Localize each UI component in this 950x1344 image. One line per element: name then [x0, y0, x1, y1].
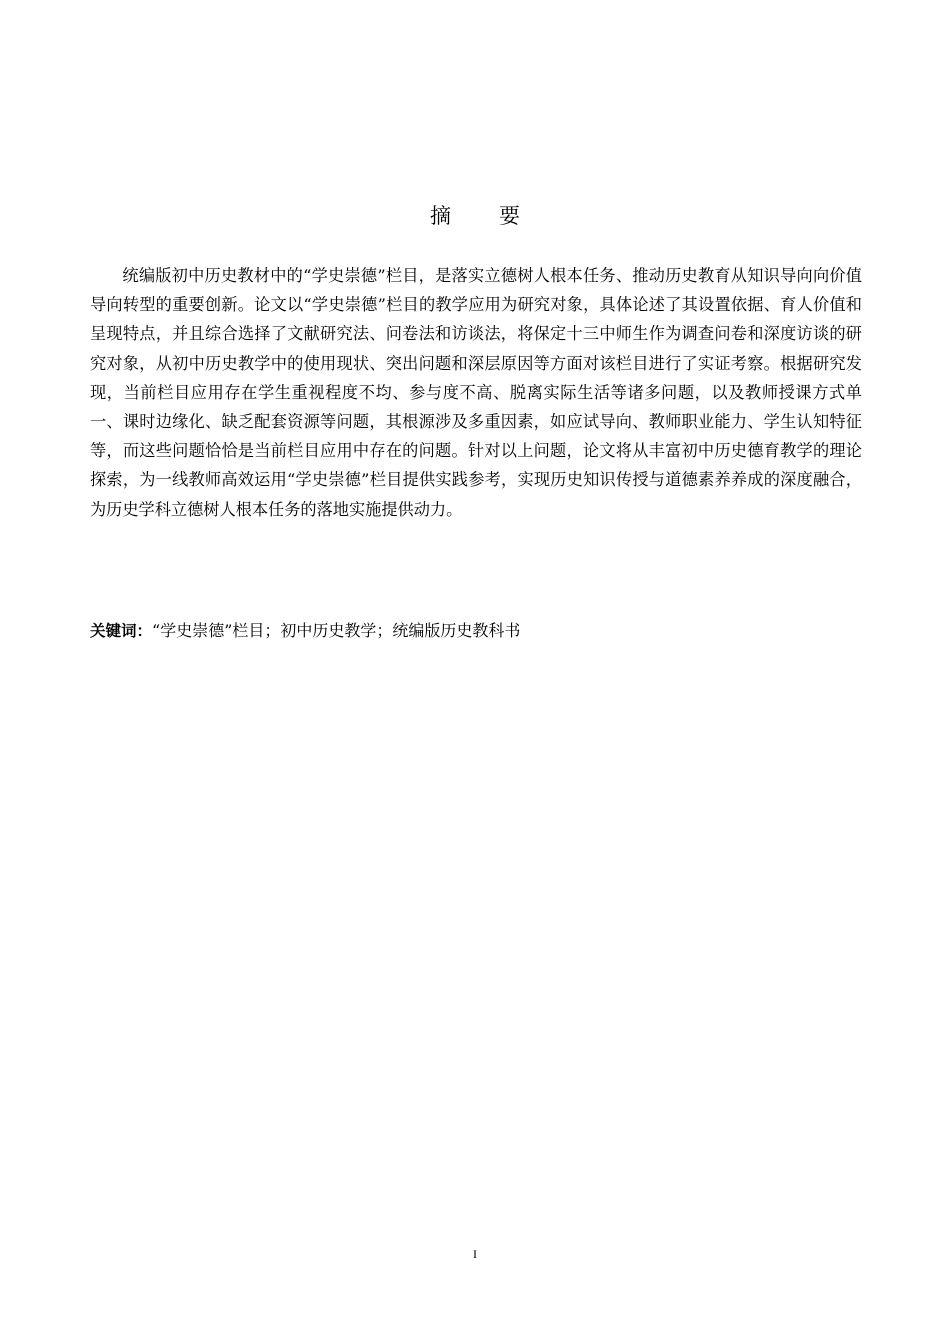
page-number: I	[473, 1247, 477, 1261]
abstract-title: 摘要	[430, 204, 568, 228]
keywords-line	[90, 617, 862, 645]
keywords-text: “学史崇德”栏目；初中历史教学；统编版历史教科书	[152, 621, 521, 640]
abstract-paragraph: 统编版初中历史教材中的“学史崇德”栏目，是落实立德树人根本任务、推动历史教育从知识导向向价值导向转型的重要创新。论文以“学史崇德”栏目的教学应用为研究对象，具体论述了其设置依据、育人价值和呈现特点，并且综合选择了文献研究法、问卷法和访谈法，将保定十三中师生作为调查问卷和深度访谈的研究对象，从初中历史教学中的使用现状、突出问题和深层原因等方面对该栏目进行了实证考察。根据研究发现，当前栏目应用存在学生重视程度不均、参与度不高、脱离实际生活等诸多问题，以及教师授课方式单一、课时边缘化、缺乏配套资源等问题，其根源涉及多重因素，如应试导向、教师职业能力、学生认知特征等，而这些问题恰恰是当前栏目应用中存在的问题。针对以上问题，论文将从丰富初中历史德育教学的理论探索，为一线教师高效运用“学史崇德”栏目提供实践参考，实现历史知识传授与道德素养养成的深度融合，为历史学科立德树人根本任务的落地实施提供动力。	[90, 266, 862, 519]
keywords-label: 关键词：	[90, 622, 153, 640]
